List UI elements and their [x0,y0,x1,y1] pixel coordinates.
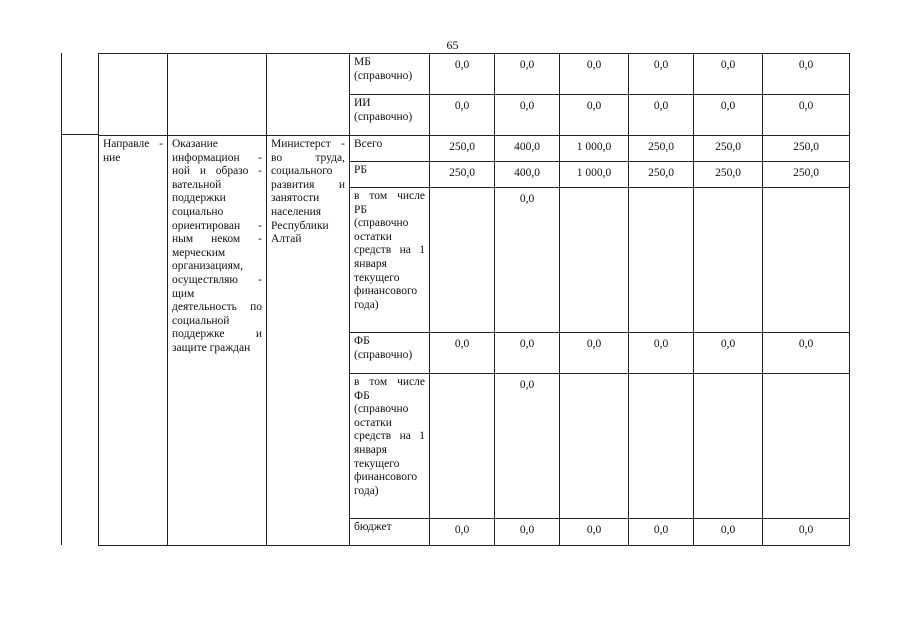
label-line: в том числе [354,376,425,388]
description-cell-empty [168,54,267,136]
description-line: поддержки [172,192,226,205]
label-line: (справочно) [354,348,413,361]
value-cell: 250,0 [629,136,694,162]
executor-line: населения [271,205,322,218]
label-line: финансового [354,285,418,298]
value-cell: 0,0 [560,519,629,546]
description-line: щим [172,287,195,300]
executor-cell-empty [267,54,350,136]
value-cell: 250,0 [763,136,850,162]
table-row [99,136,850,162]
value-cell [763,374,850,519]
label-line: года) [354,484,379,497]
value-cell: 250,0 [430,162,495,188]
source-label [350,519,430,546]
value-cell: 0,0 [495,54,560,95]
executor-cell [267,136,350,546]
value-cell [629,188,694,333]
value-cell: 0,0 [763,54,850,95]
value-cell [430,188,495,333]
value-cell: 1 000,0 [560,162,629,188]
value-cell: 0,0 [763,95,850,136]
description-line: ной и образо - [172,165,262,178]
value-cell: 0,0 [560,333,629,374]
value-cell: 1 000,0 [560,136,629,162]
value-cell [430,374,495,519]
value-cell: 0,0 [430,333,495,374]
source-label [350,188,430,333]
label-line: остатки [354,230,392,243]
label-line: текущего [354,271,400,284]
direction-cell [99,136,168,546]
value-cell: 0,0 [495,374,560,519]
label-line: МБ [354,56,371,68]
direction-line: ние [103,151,121,164]
direction-cell-empty [99,54,168,136]
value-cell: 250,0 [629,162,694,188]
label-line: остатки [354,416,392,429]
value-cell: 0,0 [694,95,763,136]
description-line: осуществляю - [172,273,262,286]
value-cell: 250,0 [694,162,763,188]
description-line: деятельность по [172,301,262,314]
value-cell: 0,0 [495,519,560,546]
value-cell: 250,0 [430,136,495,162]
value-cell: 0,0 [763,333,850,374]
value-cell: 0,0 [430,54,495,95]
description-line: защите граждан [172,341,251,354]
label-line: РБ [354,164,367,176]
label-line: (справочно [354,217,409,230]
value-cell: 0,0 [430,519,495,546]
executor-line: во труда, [271,151,345,164]
label-line: (справочно) [354,110,413,123]
executor-line: социального [271,165,333,178]
value-cell [560,188,629,333]
description-line: социально [172,205,224,218]
value-cell: 250,0 [763,162,850,188]
source-label [350,95,430,136]
value-cell: 0,0 [560,95,629,136]
value-cell: 400,0 [495,162,560,188]
value-cell: 0,0 [694,54,763,95]
value-cell [560,374,629,519]
value-cell: 0,0 [629,333,694,374]
value-cell: 0,0 [763,519,850,546]
label-line: (справочно) [354,69,413,82]
left-border-line [61,53,62,545]
label-line: средств на 1 [354,430,425,443]
value-cell: 0,0 [694,519,763,546]
label-line: января [354,443,387,456]
value-cell [629,374,694,519]
label-line: Всего [354,138,383,150]
description-line: организациям, [172,260,244,273]
label-line: средств на 1 [354,244,425,257]
value-cell: 0,0 [629,54,694,95]
label-line: в том числе [354,190,425,202]
label-line: РБ [354,203,367,216]
description-line: вательной [172,178,222,191]
description-cell [168,136,267,546]
description-line: мерческим [172,246,226,259]
executor-line: Министерст - [271,138,345,150]
value-cell [763,188,850,333]
source-label [350,162,430,188]
executor-line: занятости [271,192,320,205]
value-cell [694,374,763,519]
value-cell: 0,0 [495,188,560,333]
executor-line: Республики [271,219,329,232]
description-line: поддержке и [172,328,262,341]
label-line: (справочно [354,403,409,416]
direction-line: Направле - [103,138,163,150]
table-row [99,54,850,95]
label-line: ФБ [354,389,370,402]
row-separator-line [61,134,99,135]
value-cell: 0,0 [694,333,763,374]
value-cell [694,188,763,333]
executor-line: Алтай [271,233,302,246]
value-cell: 0,0 [560,54,629,95]
description-line: ным неком - [172,233,262,246]
description-line: Оказание [172,138,218,150]
value-cell: 250,0 [694,136,763,162]
source-label [350,374,430,519]
label-line: текущего [354,457,400,470]
label-line: года) [354,298,379,311]
label-line: бюджет [354,521,392,533]
value-cell: 0,0 [629,519,694,546]
executor-line: развития и [271,178,345,191]
value-cell: 0,0 [495,333,560,374]
label-line: ФБ [354,335,370,347]
source-label [350,333,430,374]
label-line: января [354,257,387,270]
description-line: ориентирован - [172,219,262,232]
value-cell: 0,0 [629,95,694,136]
label-line: финансового [354,471,418,484]
page-number: 65 [446,38,459,52]
source-label [350,136,430,162]
description-line: информацион - [172,151,262,164]
value-cell: 400,0 [495,136,560,162]
source-label [350,54,430,95]
label-line: ИИ [354,97,371,109]
value-cell: 0,0 [495,95,560,136]
description-line: социальной [172,314,230,327]
value-cell: 0,0 [430,95,495,136]
budget-table [98,53,850,546]
